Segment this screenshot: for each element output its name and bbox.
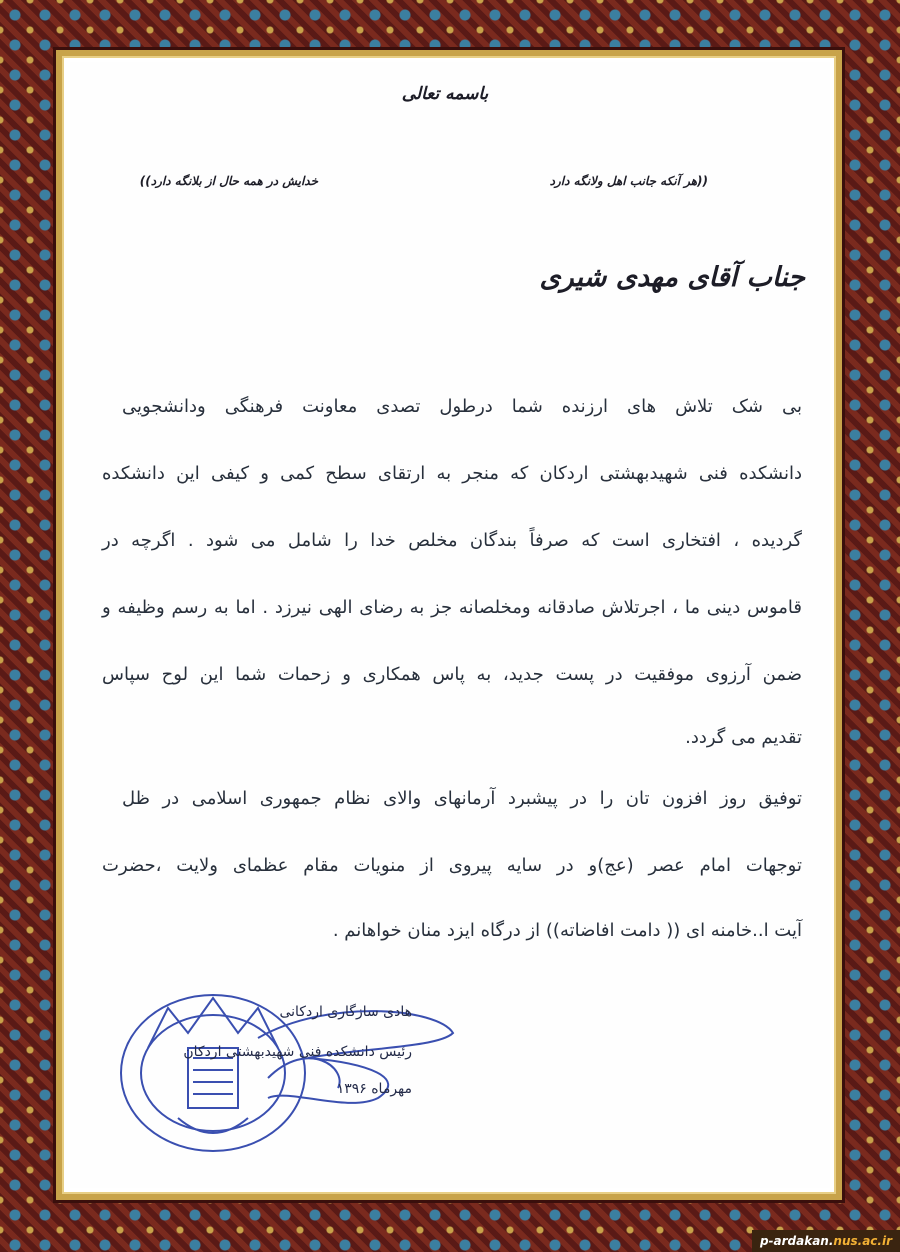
body-line: ضمن آرزوی موفقیت در پست جدید، به پاس همکاری و زحمات شما این لوح سپاس (102, 664, 802, 685)
recipient-name: جناب آقای مهدی شیری (539, 262, 805, 293)
signatory-title: رئیس دانشکده فنی شهیدبهشتی اردکان (183, 1044, 412, 1060)
invocation-heading: باسمه تعالی (401, 84, 489, 104)
body-line: توفیق روز افزون تان را در پیشبرد آرمانهای والای نظام جمهوری اسلامی در ظل (122, 788, 802, 809)
body-line: دانشکده فنی شهیدبهشتی اردکان که منجر به ارتقای سطح کمی و کیفی این دانشکده (102, 463, 802, 484)
signatory-name: هادی سازگاری اردکانی (279, 1004, 412, 1020)
signature-date: مهرماه ۱۳۹۶ (336, 1081, 412, 1097)
body-line: قاموس دینی ما ، اجرتلاش صادقانه ومخلصانه جز به رضای الهی نیرزد . اما به رسم وظیفه و (102, 597, 802, 618)
poem-verse-left: خدایش در همه حال از بلانگه دارد)) (139, 174, 318, 188)
body-line: آیت ا..خامنه ای (( دامت افاضاته)) از درگاه ایزد منان خواهانم . (332, 920, 802, 941)
watermark-prefix: p-ardakan. (759, 1234, 834, 1248)
site-watermark (752, 1230, 900, 1252)
body-line: تقدیم می گردد. (685, 727, 802, 748)
body-line: توجهات امام عصر (عج)و در سایه پیروی از منویات مقام عظمای ولایت ،حضرت (102, 855, 802, 876)
watermark-accent: nus.ac.ir (833, 1234, 892, 1248)
poem-verse-right: ((هر آنکه جانب اهل ولانگه دارد (549, 174, 708, 188)
body-line: گردیده ، افتخاری است که صرفاً بندگان مخلص خدا را شامل می شود . اگرچه در (102, 530, 802, 551)
body-line: بی شک تلاش های ارزنده شما درطول تصدی معاونت فرهنگی ودانشجویی (122, 396, 802, 417)
